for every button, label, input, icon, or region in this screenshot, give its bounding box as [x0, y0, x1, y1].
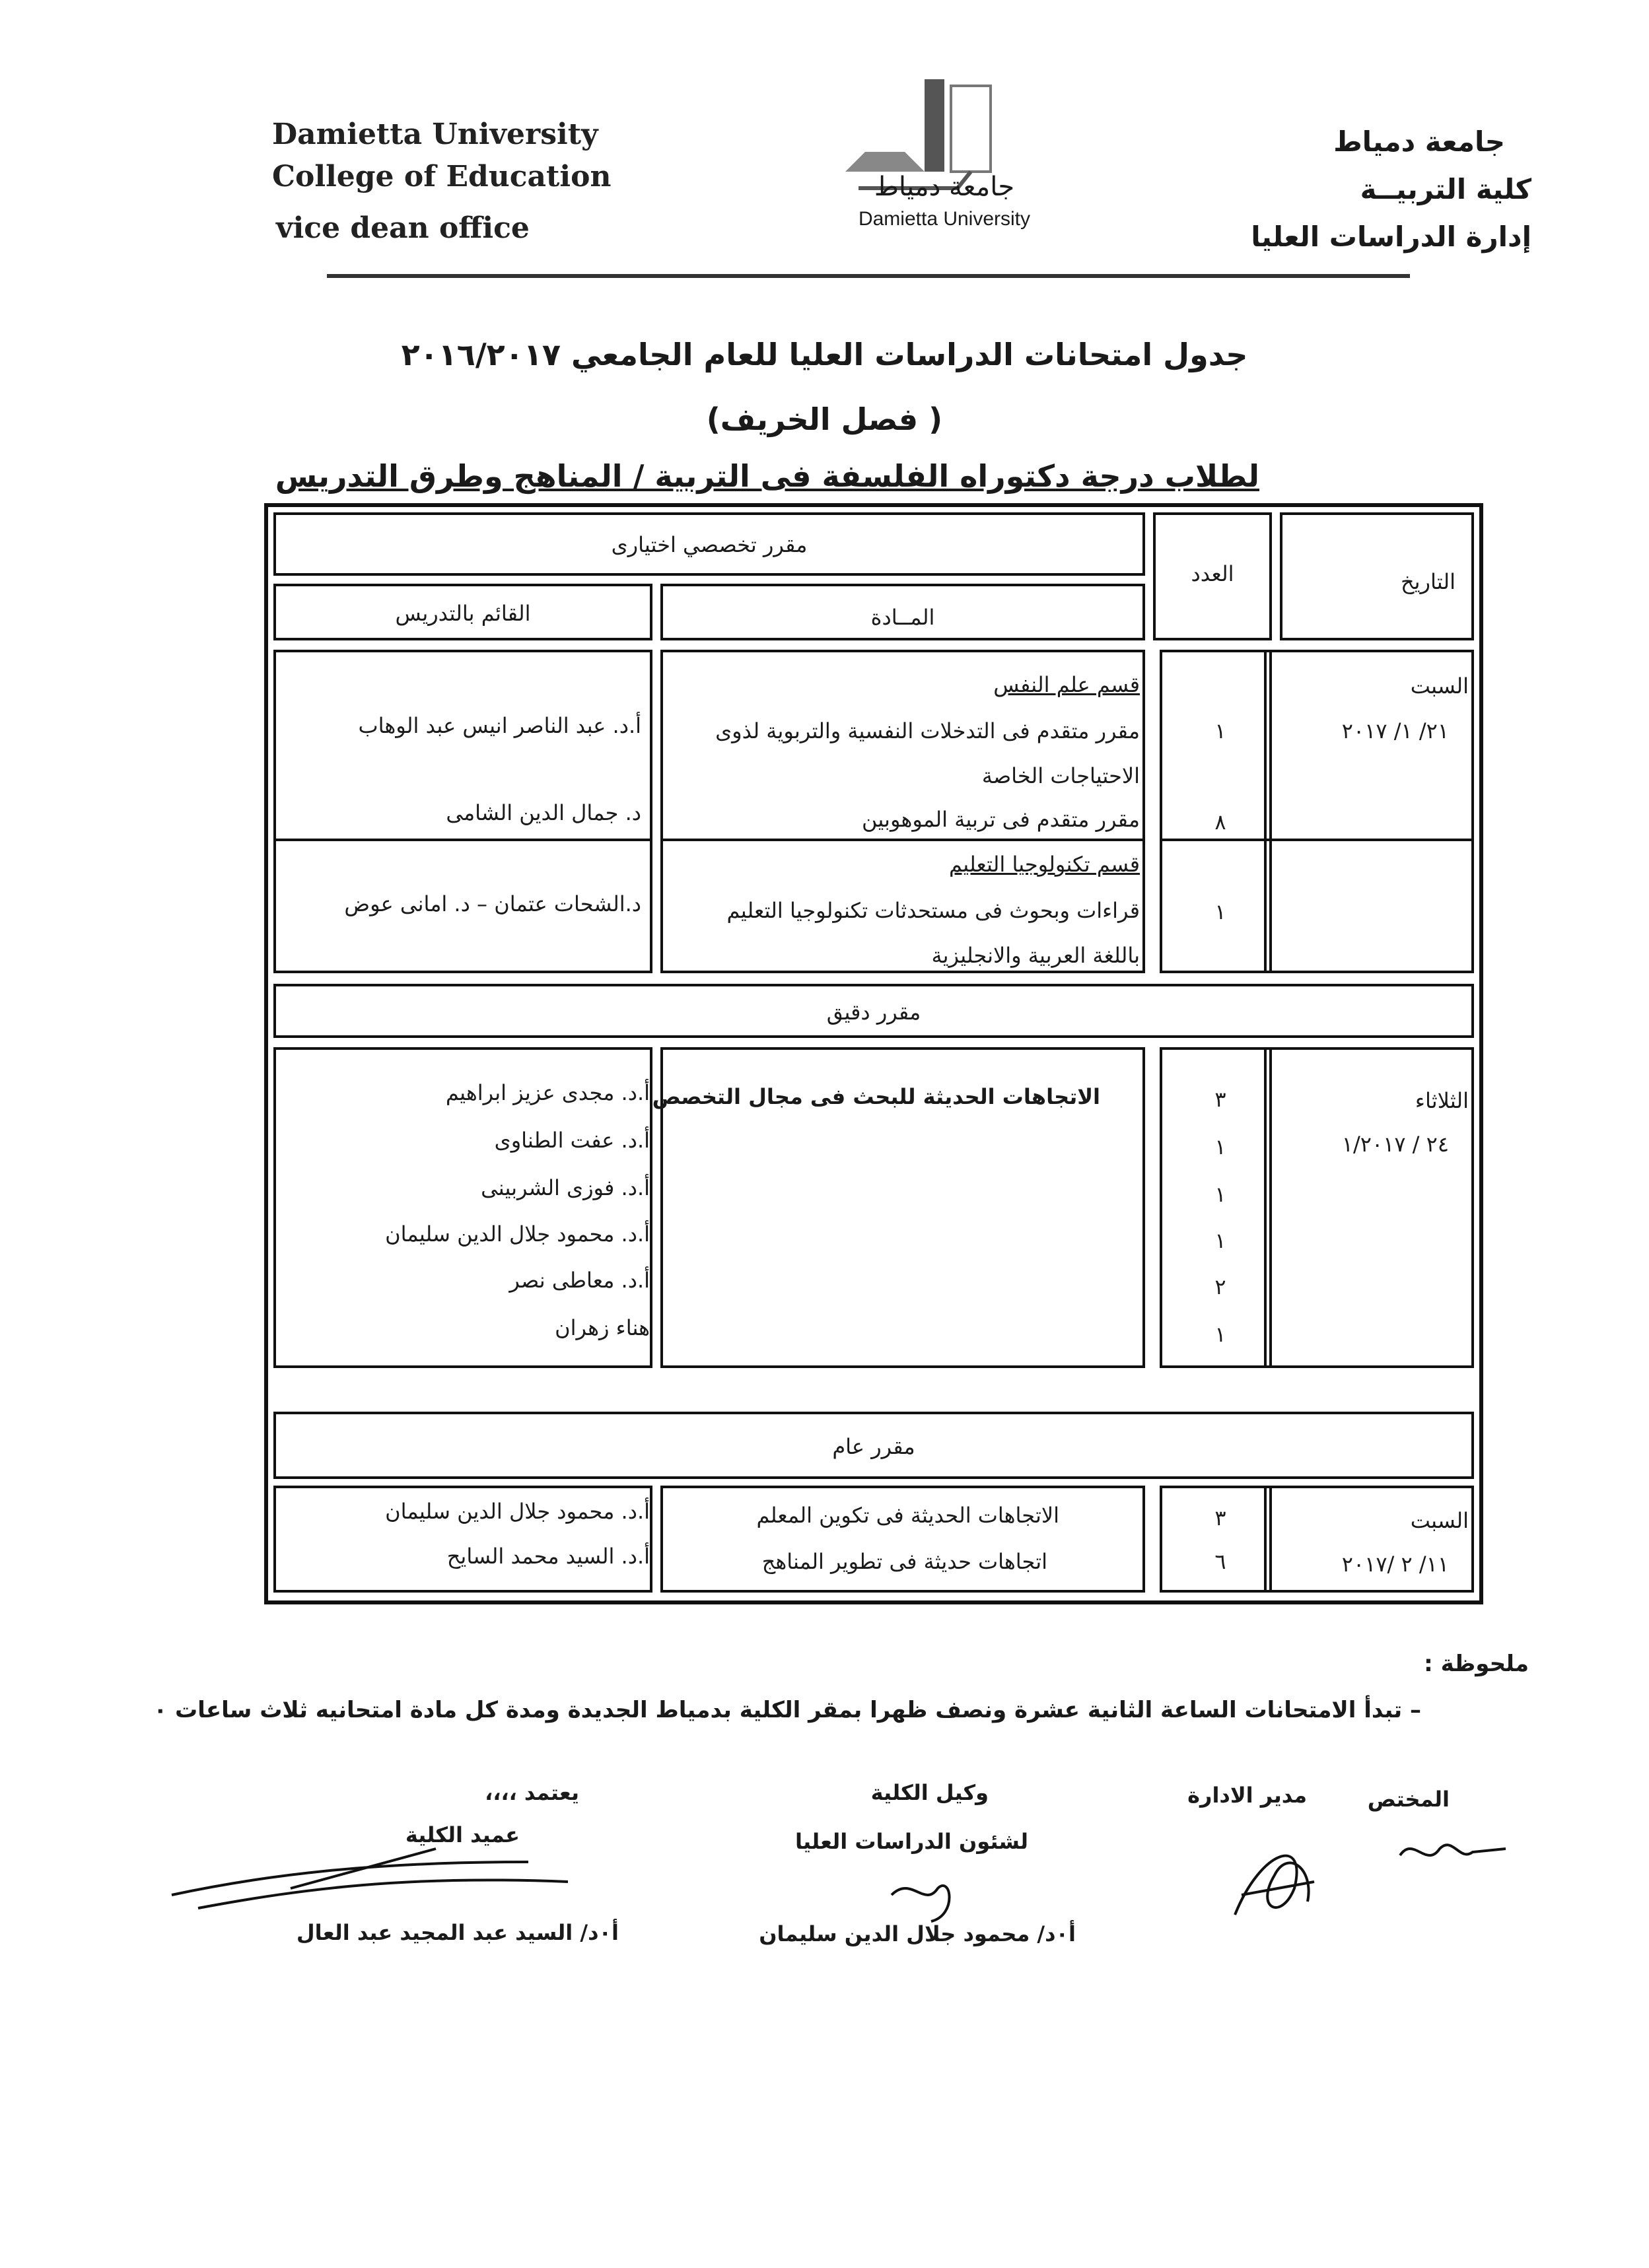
notes-label: ملحوظة :: [1424, 1651, 1529, 1677]
college-name-en: College of Education: [272, 160, 612, 193]
program-title: لطلاب درجة دكتوراه الفلسفة فى التربية / المناهج وطرق التدريس: [275, 458, 1259, 494]
block2-subject: الاتجاهات الحديثة للبحث فى مجال التخصص: [652, 1084, 1100, 1109]
block3-counts: [1160, 1486, 1272, 1593]
admin-signature-icon: [1215, 1809, 1334, 1935]
college-name-ar: كلية التربيــة: [1360, 173, 1531, 205]
table-row: الاحتياجات الخاصة: [981, 763, 1140, 788]
row-count: ٦: [1214, 1549, 1226, 1574]
specialist-label: المختص: [1367, 1787, 1450, 1812]
row-count: ٣: [1214, 1087, 1226, 1112]
row-teacher: أ.د. عفت الطناوى: [494, 1128, 650, 1153]
table-row: قراءات وبحوث فى مستحدثات تكنولوجيا التعليم: [726, 898, 1140, 923]
block2-date-value: ٢٤ / ١/٢٠١٧: [1341, 1132, 1449, 1157]
section-header-general: مقرر عام: [273, 1412, 1474, 1479]
dept-psychology: قسم علم النفس: [993, 672, 1140, 697]
col-header-count: العدد: [1153, 512, 1272, 640]
block1-day: السبت: [1410, 673, 1469, 699]
block1-date-value: ٢١/ ١/ ٢٠١٧: [1341, 718, 1449, 743]
header-divider: [327, 274, 1410, 278]
col-header-subject: المــادة: [660, 584, 1145, 640]
row-count: ١: [1214, 1228, 1226, 1253]
vice-dean-office-label: لشئون الدراسات العليا: [795, 1829, 1028, 1854]
department-name-ar: إدارة الدراسات العليا: [1251, 221, 1531, 253]
col-header-date: التاريخ: [1280, 512, 1474, 640]
row-count: ١: [1214, 1182, 1226, 1207]
vice-dean-name: أ٠د/ محمود جلال الدين سليمان: [759, 1921, 1076, 1946]
row-count: ٣: [1214, 1505, 1226, 1530]
row-count: ١: [1214, 1134, 1226, 1159]
row-teacher: أ.د. السيد محمد السايح: [446, 1544, 650, 1569]
specialist-signature-icon: [1387, 1822, 1519, 1882]
table-row: باللغة العربية والانجليزية: [931, 943, 1140, 968]
row-count: ١: [1214, 899, 1226, 924]
row-teacher: د. جمال الدين الشامى: [446, 800, 641, 825]
dept-edtech: قسم تكنولوجيا التعليم: [949, 852, 1140, 877]
notes-text: – تبدأ الامتحانات الساعة الثانية عشرة ونصف ظهرا بمقر الكلية بدمياط الجديدة ومدة كل مادة امتحانيه ثلاث ساعات ٠: [153, 1697, 1421, 1723]
row-teacher: د.الشحات عتمان – د. امانى عوض: [344, 891, 641, 916]
university-logo: [832, 73, 1057, 238]
block3-subjects: [660, 1486, 1145, 1593]
table-row: مقرر متقدم فى التدخلات النفسية والتربوية لذوى: [715, 718, 1140, 743]
row-teacher: أ.د. محمود جلال الدين سليمان: [385, 1221, 650, 1247]
vice-dean-signature-icon: [885, 1855, 977, 1928]
logo-text-en: Damietta University: [858, 208, 1031, 230]
section-header-elective: مقرر تخصصي اختيارى: [273, 512, 1145, 576]
row-teacher: أ.د. عبد الناصر انيس عبد الوهاب: [358, 713, 641, 738]
admin-director-label: مدير الادارة: [1187, 1783, 1307, 1808]
dean-signature-icon: [158, 1836, 594, 1935]
row-count: ٨: [1214, 809, 1226, 835]
table-row: الاتجاهات الحديثة فى تكوين المعلم: [756, 1503, 1059, 1528]
row-teacher: أ.د. مجدى عزيز ابراهيم: [445, 1080, 650, 1105]
row-teacher: أ.د. فوزى الشربينى: [481, 1175, 650, 1200]
row-teacher: أ.د. محمود جلال الدين سليمان: [385, 1499, 650, 1524]
university-name-ar: جامعة دمياط: [1333, 125, 1505, 158]
page-title: جدول امتحانات الدراسات العليا للعام الجامعي ٢٠١٦/٢٠١٧: [401, 337, 1248, 372]
block3-day: السبت: [1410, 1508, 1469, 1533]
approval-label: يعتمد ،،،،: [485, 1780, 579, 1805]
block3-date-value: ١١/ ٢ /٢٠١٧: [1341, 1552, 1449, 1577]
row-teacher: أ.د. معاطى نصر: [509, 1268, 650, 1293]
university-name-en: Damietta University: [272, 118, 598, 151]
row-count: ١: [1214, 1322, 1226, 1347]
dean-name: أ٠د/ السيد عبد المجيد عبد العال: [296, 1920, 619, 1945]
col-header-teacher: القائم بالتدريس: [273, 584, 652, 640]
exam-schedule-table: [264, 503, 1483, 1612]
dean-label: عميد الكلية: [405, 1822, 520, 1847]
vice-dean-label: وكيل الكلية: [870, 1780, 989, 1805]
office-name-en: vice dean office: [276, 211, 530, 245]
row-count: ٢: [1214, 1274, 1226, 1299]
row-teacher: هناء زهران: [555, 1315, 650, 1340]
block2-day: الثلاثاء: [1415, 1088, 1469, 1113]
semester-title: ( فصل الخريف): [706, 401, 943, 437]
row-count: ١: [1214, 718, 1226, 743]
logo-text-ar: جامعة دمياط: [874, 172, 1015, 202]
table-row: اتجاهات حديثة فى تطوير المناهج: [761, 1549, 1047, 1574]
table-row: مقرر متقدم فى تربية الموهوبين: [862, 807, 1140, 832]
section-header-precise: مقرر دقيق: [273, 984, 1474, 1038]
